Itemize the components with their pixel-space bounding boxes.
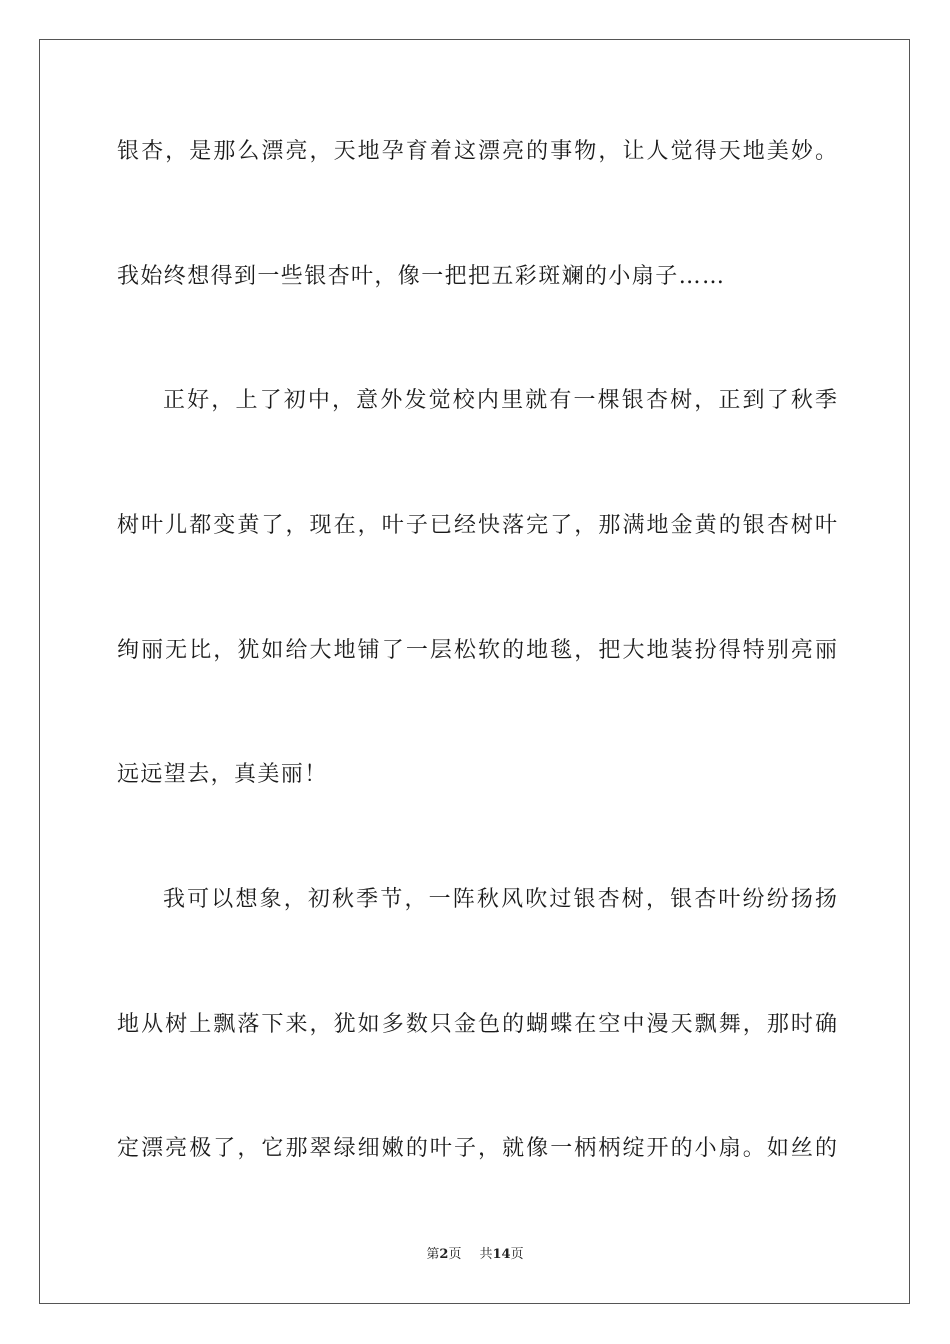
page-border — [39, 39, 910, 1304]
body-line-3: 正好，上了初中，意外发觉校内里就有一棵银杏树，正到了秋季 — [163, 388, 837, 413]
page-footer — [0, 1246, 950, 1264]
footer-total-suffix: 页 — [510, 1247, 524, 1262]
body-line-1: 银杏，是那么漂亮，天地孕育着这漂亮的事物，让人觉得天地美妙。 — [117, 139, 837, 164]
footer-total-prefix: 共 — [479, 1247, 493, 1262]
body-line-7: 我可以想象，初秋季节，一阵秋风吹过银杏树，银杏叶纷纷扬扬 — [163, 887, 837, 912]
body-line-6: 远远望去，真美丽！ — [117, 762, 328, 787]
body-line-8: 地从树上飘落下来，犹如多数只金色的蝴蝶在空中漫天飘舞，那时确 — [117, 1012, 837, 1037]
body-line-9: 定漂亮极了，它那翠绿细嫩的叶子，就像一柄柄绽开的小扇。如丝的 — [117, 1136, 837, 1161]
body-line-4: 树叶儿都变黄了，现在，叶子已经快落完了，那满地金黄的银杏树叶 — [117, 513, 837, 538]
footer-page-prefix: 第 — [426, 1247, 440, 1262]
body-line-2: 我始终想得到一些银杏叶，像一把把五彩斑斓的小扇子…… — [117, 264, 726, 289]
body-line-5: 绚丽无比，犹如给大地铺了一层松软的地毯，把大地装扮得特别亮丽 — [117, 638, 837, 663]
footer-page-number: 2 — [439, 1247, 449, 1262]
footer-page-suffix: 页 — [448, 1247, 462, 1262]
footer-total-pages: 14 — [492, 1247, 511, 1262]
